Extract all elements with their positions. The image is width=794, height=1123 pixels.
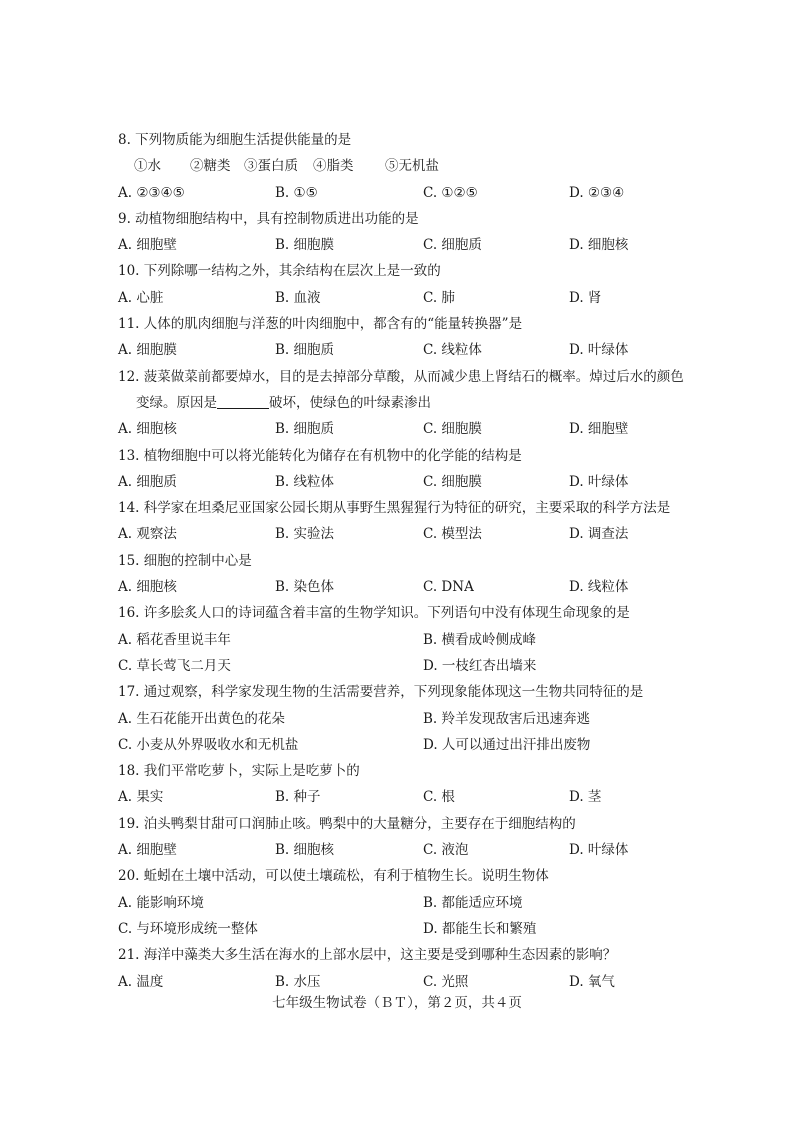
question-8-stem: 8. 下列物质能为细胞生活提供能量的是 (118, 132, 352, 148)
question-12-stem: 12. 菠菜做菜前都要焯水，目的是去掉部分草酸，从而减少患上肾结石的概率。焯过后水的颜色 (118, 368, 684, 385)
option-b: B. 细胞质 (275, 342, 335, 359)
option-a: A. 细胞核 (118, 421, 177, 438)
option-d: D. 叶绿体 (569, 473, 629, 490)
option-a: A. 细胞质 (118, 473, 177, 490)
option-c: C. 线粒体 (423, 342, 482, 359)
option-d: D. 线粒体 (569, 579, 629, 596)
option-d: D. 细胞核 (569, 237, 629, 254)
option-c: C. 细胞膜 (423, 473, 482, 490)
option-d: D. 都能生长和繁殖 (423, 920, 537, 937)
option-b: B. 种子 (275, 789, 321, 806)
option-c: C. 草长莺飞二月天 (118, 657, 231, 674)
question-21-options (118, 969, 678, 995)
question-15-stem: 15. 细胞的控制中心是 (118, 552, 252, 569)
option-a: A. 观察法 (118, 526, 177, 543)
option-a: A. 果实 (118, 789, 164, 806)
option-b: B. 细胞膜 (275, 237, 335, 254)
option-c: C. 与环境形成统一整体 (118, 920, 258, 937)
question-list (118, 127, 684, 995)
option-a: A. 能影响环境 (118, 894, 204, 911)
question-17-options-row2 (118, 732, 678, 758)
option-c: C. DNA (423, 579, 474, 596)
question-21-stem: 21. 海洋中藻类大多生活在海水的上部水层中，这主要是受到哪种生态因素的影响？ (118, 947, 617, 964)
option-a: A. 细胞核 (118, 579, 177, 596)
option-b: B. ①⑤ (275, 184, 318, 201)
option-b: B. 实验法 (275, 526, 335, 543)
option-d: D. 人可以通过出汗排出废物 (423, 736, 591, 753)
option-c: C. 根 (423, 789, 455, 806)
question-9-options (118, 232, 678, 258)
option-a: A. 细胞壁 (118, 842, 177, 859)
question-17-options-row1 (118, 706, 678, 732)
item: ③蛋白质 (244, 158, 298, 175)
option-d: D. 一枝红杏出墙来 (423, 657, 537, 674)
item: ①水 (134, 158, 161, 175)
stem-part: 破坏，使绿色的叶绿素渗出 (269, 394, 431, 411)
option-c: C. 小麦从外界吸收水和无机盐 (118, 736, 299, 753)
option-c: C. 细胞质 (423, 237, 482, 254)
option-d: D. ②③④ (569, 184, 625, 201)
question-16-stem: 16. 许多脍炙人口的诗词蕴含着丰富的生物学知识。下列语句中没有体现生命现象的是 (118, 605, 630, 622)
option-d: D. 肾 (569, 289, 602, 306)
option-b: B. 线粒体 (275, 473, 335, 490)
option-d: D. 茎 (569, 789, 602, 806)
option-a: A. 细胞膜 (118, 342, 177, 359)
option-c: C. 细胞膜 (423, 421, 482, 438)
item: ②糖类 (190, 158, 231, 175)
option-c: C. ①②⑤ (423, 184, 478, 201)
question-16-options-row1 (118, 627, 678, 653)
question-9-stem: 9. 动植物细胞结构中，具有控制物质进出功能的是 (118, 210, 419, 227)
question-20-stem: 20. 蚯蚓在土壤中活动，可以使土壤疏松，有利于植物生长。说明生物体 (118, 868, 549, 885)
option-a: A. 细胞壁 (118, 237, 177, 254)
option-a: A. 心脏 (118, 289, 164, 306)
question-17-stem: 17. 通过观察，科学家发现生物的生活需要营养，下列现象能体现这一生物共同特征的是 (118, 684, 644, 701)
question-12-options (118, 416, 678, 442)
question-11-options (118, 337, 678, 363)
question-20-options-row1 (118, 890, 678, 916)
question-15-options (118, 574, 678, 600)
option-c: C. 模型法 (423, 526, 482, 543)
question-12-stem-line2 (118, 390, 678, 416)
option-d: D. 叶绿体 (569, 342, 629, 359)
option-b: B. 血液 (275, 289, 321, 306)
option-c: C. 光照 (423, 973, 469, 990)
question-18-options (118, 784, 678, 810)
option-b: B. 细胞核 (275, 842, 335, 859)
option-d: D. 细胞壁 (569, 421, 629, 438)
question-19-options (118, 837, 678, 863)
item: ④脂类 (313, 158, 354, 175)
option-b: B. 染色体 (275, 579, 335, 596)
question-10-stem: 10. 下列除哪一结构之外，其余结构在层次上是一致的 (118, 263, 441, 280)
option-a: A. ②③④⑤ (118, 184, 185, 201)
item: ⑤无机盐 (385, 158, 439, 175)
option-b: B. 横看成岭侧成峰 (423, 631, 537, 648)
question-20-options-row2 (118, 916, 678, 942)
question-19-stem: 19. 泊头鸭梨甘甜可口润肺止咳。鸭梨中的大量糖分，主要存在于细胞结构的 (118, 815, 576, 832)
question-11-stem: 11. 人体的肌肉细胞与洋葱的叶肉细胞中，都含有的“能量转换器”是 (118, 316, 523, 333)
question-13-options (118, 469, 678, 495)
option-d: D. 调查法 (569, 526, 629, 543)
option-d: D. 氧气 (569, 973, 615, 990)
option-b: B. 都能适应环境 (423, 894, 523, 911)
option-b: B. 细胞质 (275, 421, 335, 438)
option-a: A. 温度 (118, 973, 164, 990)
answer-blank[interactable] (217, 394, 269, 409)
option-d: D. 叶绿体 (569, 842, 629, 859)
question-16-options-row2 (118, 653, 678, 679)
option-c: C. 液泡 (423, 842, 469, 859)
page-footer: 七年级生物试卷（ＢＴ），第２页，共４页 (272, 995, 522, 1011)
stem-part: 变绿。原因是 (136, 394, 217, 411)
question-13-stem: 13. 植物细胞中可以将光能转化为储存在有机物中的化学能的结构是 (118, 447, 522, 464)
question-10-options (118, 285, 678, 311)
option-c: C. 肺 (423, 289, 455, 306)
question-18-stem: 18. 我们平常吃萝卜，实际上是吃萝卜的 (118, 763, 360, 780)
question-14-stem: 14. 科学家在坦桑尼亚国家公园长期从事野生黑猩猩行为特征的研究，主要采取的科学方法是 (118, 500, 671, 517)
option-a: A. 稻花香里说丰年 (118, 631, 231, 648)
option-b: B. 羚羊发现敌害后迅速奔逃 (423, 710, 591, 727)
question-8-items (118, 153, 678, 179)
option-a: A. 生石花能开出黄色的花朵 (118, 710, 285, 727)
question-8-options (118, 180, 678, 206)
question-14-options (118, 521, 678, 547)
option-b: B. 水压 (275, 973, 321, 990)
